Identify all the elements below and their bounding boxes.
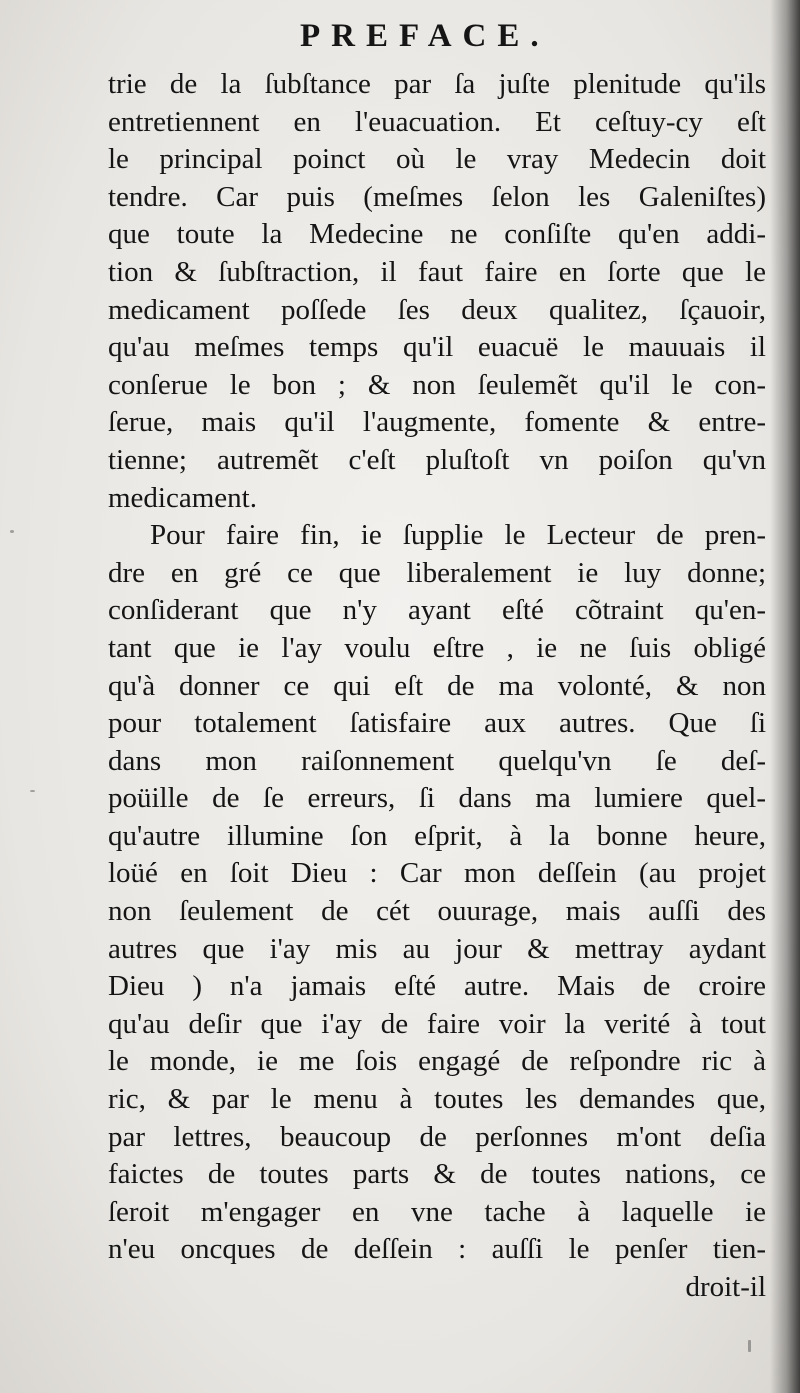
text-line: le monde, ie me ſois engagé de reſpondre ric à [108, 1045, 766, 1078]
text-line: tendre. Car puis (meſmes ſelon les Galeniſtes) [108, 180, 766, 213]
text-line: ſeroit m'engager en vne tache à laquelle ie [108, 1195, 766, 1228]
text-line: n'eu oncques de deſſein : auſſi le penſer tien- [108, 1233, 766, 1266]
text-line: medicament poſſede ſes deux qualitez, ſçauoir, [108, 293, 766, 326]
catchword: droit-il [685, 1271, 766, 1303]
text-line: ſerue, mais qu'il l'augmente, fomente & entre- [108, 406, 766, 439]
paper-speck [748, 1340, 751, 1352]
text-line: faictes de toutes parts & de toutes nations, ce [108, 1158, 766, 1191]
text-line: qu'à donner ce qui eſt de ma volonté, & non [108, 669, 766, 702]
paragraph-end-line: medicament. [108, 481, 257, 514]
text-line: tion & ſubſtraction, il faut faire en ſorte que le [108, 255, 766, 288]
text-line: tienne; autremẽt c'eſt pluſtoſt vn poiſon qu'vn [108, 443, 766, 476]
text-line: que toute la Medecine ne conſiſte qu'en addi- [108, 218, 766, 251]
text-line: tant que ie l'ay voulu eſtre , ie ne ſuis obligé [108, 631, 766, 664]
text-line: loüé en ſoit Dieu : Car mon deſſein (au projet [108, 857, 766, 890]
text-line: poüille de ſe erreurs, ſi dans ma lumiere quel- [108, 782, 766, 815]
text-line: pour totalement ſatisfaire aux autres. Que ſi [108, 707, 766, 740]
text-line: dans mon raiſonnement quelqu'vn ſe deſ- [108, 744, 766, 777]
text-line: le principal poinct où le vray Medecin doit [108, 143, 766, 176]
text-line: entretiennent en l'euacuation. Et ceſtuy-cy eſt [108, 105, 766, 138]
text-line: ric, & par le menu à toutes les demandes que, [108, 1083, 766, 1116]
text-line: dre en gré ce que liberalement ie luy donne; [108, 556, 766, 589]
text-line: autres que i'ay mis au jour & mettray aydant [108, 932, 766, 965]
paragraph-start-line: Pour faire fin, ie ſupplie le Lecteur de pren- [150, 519, 766, 552]
text-line: qu'autre illumine ſon eſprit, à la bonne heure, [108, 819, 766, 852]
text-line: par lettres, beaucoup de perſonnes m'ont deſia [108, 1120, 766, 1153]
text-line: Dieu ) n'a jamais eſté autre. Mais de croire [108, 970, 766, 1003]
text-line: trie de la ſubſtance par ſa juſte plenitude qu'ils [108, 68, 766, 100]
paper-speck [10, 530, 14, 533]
text-line: conſerue le bon ; & non ſeulemẽt qu'il le con- [108, 368, 766, 401]
paper-speck [30, 790, 35, 792]
text-line: conſiderant que n'y ayant eſté cõtraint qu'en- [108, 594, 766, 627]
text-line: qu'au meſmes temps qu'il euacuë le mauuais il [108, 331, 766, 364]
text-line: qu'au deſir que i'ay de faire voir la verité à tout [108, 1007, 766, 1040]
running-header: PREFACE. [300, 18, 550, 54]
body-text [108, 66, 766, 1307]
text-line: non ſeulement de cét ouurage, mais auſſi des [108, 895, 766, 928]
page-gutter-shadow [770, 0, 800, 1393]
